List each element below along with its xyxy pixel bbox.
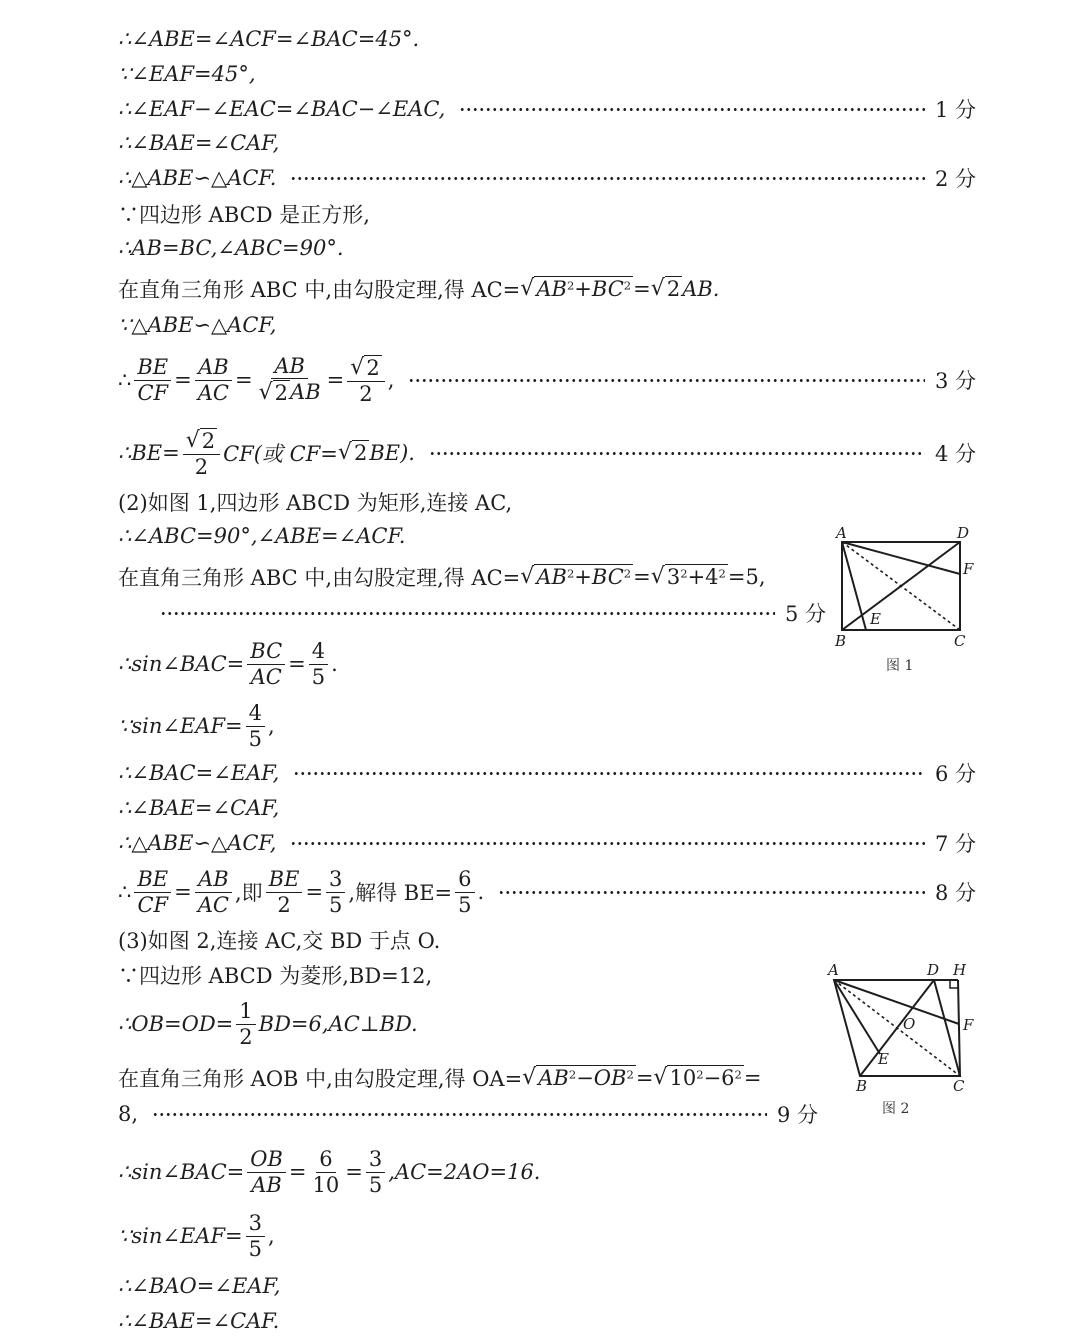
figure-1-caption: 图 1 <box>886 658 914 674</box>
dot-leader <box>290 176 925 181</box>
vertex-label-h: H <box>953 961 967 979</box>
segment-hc <box>958 980 960 1076</box>
vertex-label-e: E <box>878 1050 889 1068</box>
vertex-label-c: C <box>953 1077 965 1095</box>
proof-line-20: ∴△ABE∽△ACF, 7 分 <box>118 828 976 858</box>
vertex-label-f: F <box>963 1016 974 1034</box>
vertex-label-o: O <box>903 1015 916 1033</box>
dot-leader <box>290 841 925 846</box>
fraction: √ 2 2 <box>183 428 220 478</box>
figure-2-rhombus-diagram <box>822 958 982 1098</box>
vertex-label-e: E <box>870 610 881 628</box>
proof-line-29: ∴∠BAO=∠EAF, <box>118 1274 281 1298</box>
proof-line-25: 在直角三角形 AOB 中,由勾股定理,得 OA= √ $AB^2-OB^2$ = √ $10^2-6^2$ = <box>118 1065 762 1091</box>
proof-line-4: ∴∠BAE=∠CAF, <box>118 131 280 155</box>
fraction: $\frac{3}{5}$ <box>326 868 345 915</box>
vertex-label-a: A <box>828 961 839 979</box>
vertex-label-f: F <box>963 560 974 578</box>
proof-line-11: ∴BE= √ 2 2 CF(或 CF= √ 2 BE). 4 分 <box>118 427 976 480</box>
proof-line-12: (2)如图 1,四边形 ABCD 为矩形,连接 AC, <box>118 491 513 515</box>
sqrt-expression: √ $AB^2+BC^2$ <box>520 276 632 302</box>
right-angle-mark <box>950 980 958 988</box>
proof-line-23: ∵四边形 ABCD 为菱形,BD=12, <box>118 964 433 988</box>
score-mark: 3 分 <box>934 369 976 393</box>
proof-line-15 <box>160 598 826 628</box>
fraction: $\frac{BE}{2}$ <box>266 868 303 915</box>
vertex-label-d: D <box>957 524 970 542</box>
vertex-label-b: B <box>835 632 847 650</box>
proof-line-27: ∴sin∠BAC= $\frac{OB}{AB}$ = $\frac{6}{10}$ = $\frac{3}{5}$ ,AC=2AO=16. <box>118 1147 541 1197</box>
dot-leader <box>429 451 925 456</box>
proof-line-26: 8, 9 分 <box>118 1099 818 1129</box>
proof-line-16: ∴sin∠BAC= $\frac{BC}{AC}$ = $\frac{4}{5}$ . <box>118 639 338 689</box>
fraction: $\frac{BC}{AC}$ <box>247 640 285 687</box>
dot-leader <box>152 1112 767 1117</box>
fraction: $\frac{OB}{AB}$ <box>247 1148 286 1195</box>
proof-line-6: ∵四边形 ABCD 是正方形, <box>118 203 370 227</box>
proof-line-5: ∴△ABE∽△ACF. 2 分 <box>118 163 976 193</box>
score-mark: 6 分 <box>934 762 976 786</box>
segment-ae <box>834 980 880 1054</box>
segment-af <box>842 542 960 574</box>
proof-line-22: (3)如图 2,连接 AC,交 BD 于点 O. <box>118 929 441 953</box>
proof-line-10: ∴ $\frac{BE}{CF}$ = $\frac{AB}{AC}$ = AB √ 2 AB = √ 2 2 , 3 分 <box>118 353 976 407</box>
proof-line-13: ∴∠ABC=90°,∠ABE=∠ACF. <box>118 524 406 548</box>
sqrt-expression: √ 2 <box>650 276 681 302</box>
fraction: $\frac{AB}{AC}$ <box>195 868 232 915</box>
vertex-label-c: C <box>954 632 966 650</box>
score-mark: 1 分 <box>934 98 976 122</box>
fraction: $\frac{BE}{CF}$ <box>134 356 171 403</box>
proof-line-28: ∵sin∠EAF= $\frac{3}{5}$ , <box>118 1211 275 1261</box>
score-mark: 7 分 <box>934 832 976 856</box>
proof-line-30: ∴∠BAE=∠CAF. <box>118 1309 280 1333</box>
fraction: $\frac{4}{5}$ <box>309 640 328 687</box>
proof-line-19: ∴∠BAE=∠CAF, <box>118 796 280 820</box>
dot-leader <box>498 890 925 895</box>
proof-line-18: ∴∠BAC=∠EAF, 6 分 <box>118 758 976 788</box>
fraction: $\frac{4}{5}$ <box>246 702 265 749</box>
fraction: $\frac{6}{5}$ <box>455 868 474 915</box>
fraction: AB √ 2 AB <box>258 353 321 405</box>
vertex-label-a: A <box>836 524 847 542</box>
dot-leader <box>293 771 925 776</box>
dot-leader <box>408 378 925 383</box>
score-mark: 9 分 <box>776 1103 818 1127</box>
dot-leader <box>459 107 925 112</box>
vertex-label-b: B <box>856 1077 868 1095</box>
proof-line-3: ∴∠EAF−∠EAC=∠BAC−∠EAC, 1 分 <box>118 94 976 124</box>
dot-leader <box>160 611 775 616</box>
proof-line-9: ∵△ABE∽△ACF, <box>118 313 277 337</box>
segment-ae <box>842 542 866 630</box>
proof-line-21: ∴ $\frac{BE}{CF}$ = $\frac{AB}{AC}$ ,即 $\frac{BE}{2}$ = $\frac{3}{5}$ ,解得 BE= $\frac{6}{5}$ . 8 分 <box>118 867 976 917</box>
proof-line-7: ∴AB=BC,∠ABC=90°. <box>118 236 344 260</box>
score-mark: 8 分 <box>934 881 976 905</box>
fraction: √ 2 2 <box>347 355 384 405</box>
fraction: $\frac{BE}{CF}$ <box>134 868 171 915</box>
score-mark: 5 分 <box>784 602 826 626</box>
proof-line-2: ∵∠EAF=45°, <box>118 62 256 86</box>
fraction: $\frac{1}{2}$ <box>236 1000 255 1047</box>
fraction: $\frac{AB}{AC}$ <box>195 356 232 403</box>
diagonal-ac-dashed <box>834 980 960 1076</box>
proof-line-8: 在直角三角形 ABC 中,由勾股定理,得 AC= √ $AB^2+BC^2$ = √ 2 AB. <box>118 276 720 302</box>
proof-line-17: ∵sin∠EAF= $\frac{4}{5}$ , <box>118 701 275 751</box>
figure-2-caption: 图 2 <box>882 1101 910 1117</box>
figure-1-rectangle-diagram <box>830 522 990 652</box>
proof-line-24: ∴OB=OD= $\frac{1}{2}$ BD=6,AC⊥BD. <box>118 999 418 1049</box>
fraction: $\frac{6}{10}$ <box>312 1147 340 1197</box>
fraction: $\frac{3}{5}$ <box>246 1212 265 1259</box>
fraction: $\frac{3}{5}$ <box>366 1148 385 1195</box>
score-mark: 4 分 <box>934 442 976 466</box>
score-mark: 2 分 <box>934 167 976 191</box>
vertex-label-d: D <box>927 961 940 979</box>
proof-line-14: 在直角三角形 ABC 中,由勾股定理,得 AC= √ $AB^2+BC^2$ = √ $3^2+4^2$ =5, <box>118 564 766 590</box>
proof-line-1: ∴∠ABE=∠ACF=∠BAC=45°. <box>118 27 420 51</box>
